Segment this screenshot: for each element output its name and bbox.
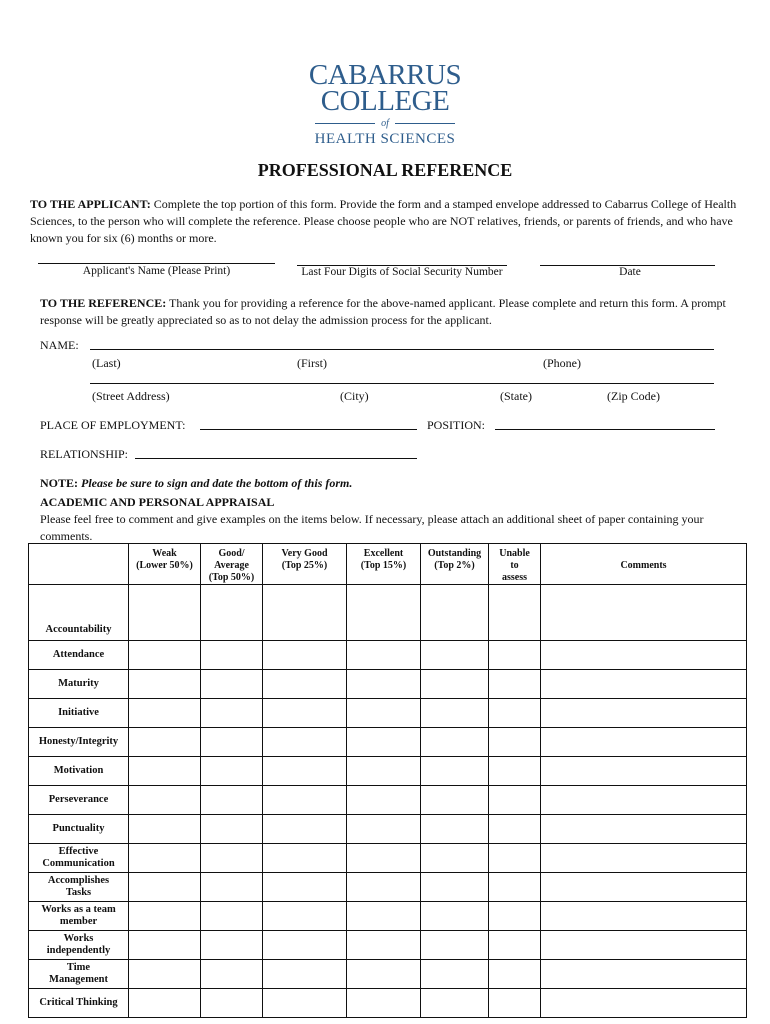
rating-cell[interactable]	[347, 902, 421, 931]
rating-cell[interactable]	[489, 757, 541, 786]
table-row	[29, 844, 747, 873]
rating-cell[interactable]	[421, 873, 489, 902]
rating-cell[interactable]	[489, 670, 541, 699]
column-header-line: to	[510, 560, 519, 571]
column-header	[347, 544, 421, 585]
logo-of: of	[381, 118, 389, 129]
row-label-line: Accomplishes	[47, 875, 110, 886]
ssn-label: Last Four Digits of Social Security Number	[301, 266, 503, 278]
rating-cell[interactable]	[129, 728, 201, 757]
rating-cell[interactable]	[421, 844, 489, 873]
rating-cell[interactable]	[347, 815, 421, 844]
row-label-line: Communication	[42, 858, 115, 869]
rating-cell[interactable]	[263, 844, 347, 873]
rating-cell[interactable]	[421, 585, 489, 641]
row-label-line: Management	[49, 974, 108, 985]
column-header-line: (Top 25%)	[281, 560, 328, 571]
rating-cell[interactable]	[263, 931, 347, 960]
employment-label: PLACE OF EMPLOYMENT:	[40, 418, 186, 432]
position-input-line[interactable]	[495, 428, 715, 430]
rating-cell[interactable]	[263, 641, 347, 670]
name-input-line[interactable]	[90, 348, 714, 350]
table-row	[29, 902, 747, 931]
column-header-line: Average	[214, 560, 249, 571]
row-label	[29, 844, 129, 873]
rating-cell[interactable]	[347, 757, 421, 786]
rating-cell[interactable]	[421, 931, 489, 960]
column-header-line: (Top 2%)	[434, 560, 475, 571]
column-header-line: (Lower 50%)	[136, 560, 193, 571]
rating-cell[interactable]	[201, 585, 263, 641]
table-row	[29, 757, 747, 786]
reference-lead: TO THE REFERENCE:	[40, 296, 167, 310]
rating-cell[interactable]	[129, 699, 201, 728]
rating-cell[interactable]	[347, 960, 421, 989]
rating-cell[interactable]	[421, 815, 489, 844]
rating-cell[interactable]	[263, 670, 347, 699]
address-input-line[interactable]	[90, 382, 714, 384]
rating-cell[interactable]	[129, 989, 201, 1018]
column-header-line: Weak	[152, 548, 177, 559]
rating-cell[interactable]	[263, 989, 347, 1018]
row-label	[29, 585, 129, 641]
phone-label: (Phone)	[543, 356, 581, 370]
rating-cell[interactable]	[201, 931, 263, 960]
rating-cell[interactable]	[347, 699, 421, 728]
rating-cell[interactable]	[263, 728, 347, 757]
comment-cell[interactable]	[541, 902, 747, 931]
table-header-row	[29, 544, 747, 585]
rating-cell[interactable]	[263, 873, 347, 902]
row-label-line: member	[59, 916, 98, 927]
comment-cell[interactable]	[541, 989, 747, 1018]
appraisal-heading: ACADEMIC AND PERSONAL APPRAISAL	[40, 495, 275, 509]
row-label	[29, 641, 129, 670]
logo-line-cabarrus: CABARRUS	[308, 59, 462, 91]
rating-cell[interactable]	[129, 902, 201, 931]
table-row	[29, 989, 747, 1018]
rating-cell[interactable]	[489, 989, 541, 1018]
column-header-line: assess	[501, 572, 527, 583]
applicant-text: Complete the top portion of this form. Provide the form and a stamped envelope addressed to Cabarrus College of Health Sciences, to the person who will complete the reference. Please choose people who are NOT relatives, friends, or parents of friends, and who have known you for six (6) months or more.	[30, 197, 737, 245]
page-title: PROFESSIONAL REFERENCE	[257, 160, 513, 180]
rating-cell[interactable]	[263, 585, 347, 641]
rating-cell[interactable]	[129, 585, 201, 641]
column-header-line: (Top 50%)	[208, 572, 255, 583]
rating-cell[interactable]	[129, 815, 201, 844]
rating-cell[interactable]	[489, 585, 541, 641]
column-header	[421, 544, 489, 585]
rating-cell[interactable]	[263, 699, 347, 728]
comment-cell[interactable]	[541, 844, 747, 873]
rating-cell[interactable]	[263, 960, 347, 989]
rating-cell[interactable]	[201, 902, 263, 931]
row-label	[29, 786, 129, 815]
rating-cell[interactable]	[201, 960, 263, 989]
row-label-line: Attendance	[52, 649, 105, 660]
rating-cell[interactable]	[489, 873, 541, 902]
comment-cell[interactable]	[541, 786, 747, 815]
position-label: POSITION:	[427, 418, 486, 432]
comment-cell[interactable]	[541, 670, 747, 699]
column-header-line: Excellent	[363, 548, 404, 559]
relationship-input-line[interactable]	[135, 457, 417, 459]
rating-cell[interactable]	[421, 670, 489, 699]
table-row	[29, 728, 747, 757]
rating-cell[interactable]	[201, 786, 263, 815]
rating-cell[interactable]	[201, 873, 263, 902]
rating-cell[interactable]	[489, 931, 541, 960]
column-header-line: Outstanding	[427, 548, 482, 559]
comment-cell[interactable]	[541, 815, 747, 844]
rating-cell[interactable]	[129, 931, 201, 960]
rating-cell[interactable]	[347, 786, 421, 815]
table-row	[29, 585, 747, 641]
logo-rule	[315, 123, 375, 124]
comment-cell[interactable]	[541, 585, 747, 641]
rating-cell[interactable]	[421, 641, 489, 670]
reference-instructions	[40, 295, 740, 329]
row-label-line: Accountability	[45, 624, 112, 635]
row-label	[29, 670, 129, 699]
rating-cell[interactable]	[129, 786, 201, 815]
row-label-line: Time	[66, 962, 91, 973]
rating-cell[interactable]	[347, 641, 421, 670]
rating-cell[interactable]	[347, 670, 421, 699]
row-label	[29, 931, 129, 960]
rating-cell[interactable]	[347, 989, 421, 1018]
table-row	[29, 699, 747, 728]
rating-cell[interactable]	[421, 757, 489, 786]
column-header	[541, 544, 747, 585]
table-row	[29, 931, 747, 960]
column-header-line: Good/	[218, 548, 245, 559]
rating-cell[interactable]	[347, 585, 421, 641]
row-label-line: Works	[63, 933, 94, 944]
rating-cell[interactable]	[421, 902, 489, 931]
row-label	[29, 757, 129, 786]
table-row	[29, 670, 747, 699]
rating-cell[interactable]	[347, 844, 421, 873]
rating-cell[interactable]	[129, 670, 201, 699]
applicant-name-line[interactable]	[38, 263, 275, 264]
table-row	[29, 960, 747, 989]
rating-cell[interactable]	[421, 989, 489, 1018]
first-label: (First)	[297, 356, 327, 370]
college-logo	[300, 59, 470, 148]
rating-cell[interactable]	[489, 699, 541, 728]
header-blank	[29, 544, 129, 585]
column-header-line: Unable	[499, 548, 530, 559]
last-label: (Last)	[92, 356, 121, 370]
rating-cell[interactable]	[129, 844, 201, 873]
applicant-name-label: Applicant's Name (Please Print)	[82, 265, 231, 277]
rating-cell[interactable]	[421, 960, 489, 989]
rating-cell[interactable]	[201, 844, 263, 873]
row-label-line: Initiative	[58, 707, 99, 718]
rating-cell[interactable]	[263, 757, 347, 786]
row-label-line: independently	[46, 945, 111, 956]
rating-cell[interactable]	[489, 641, 541, 670]
row-label-line: Maturity	[58, 678, 99, 689]
table-row	[29, 815, 747, 844]
note-lead: NOTE:	[40, 476, 79, 490]
row-label-line: Critical Thinking	[39, 997, 118, 1008]
rating-cell[interactable]	[263, 786, 347, 815]
street-label: (Street Address)	[92, 389, 170, 403]
rating-cell[interactable]	[201, 757, 263, 786]
row-label	[29, 699, 129, 728]
applicant-lead: TO THE APPLICANT:	[30, 197, 151, 211]
comment-cell[interactable]	[541, 757, 747, 786]
name-label: NAME:	[40, 338, 79, 352]
rating-cell[interactable]	[129, 873, 201, 902]
relationship-label: RELATIONSHIP:	[40, 447, 129, 461]
row-label-line: Effective	[58, 846, 99, 857]
rating-cell[interactable]	[421, 728, 489, 757]
rating-cell[interactable]	[201, 728, 263, 757]
column-header	[201, 544, 263, 585]
comment-cell[interactable]	[541, 931, 747, 960]
table-row	[29, 641, 747, 670]
row-label-line: Works as a team	[41, 904, 116, 915]
row-label-line: Tasks	[65, 887, 92, 898]
column-header-line: Comments	[620, 560, 667, 571]
rating-cell[interactable]	[201, 815, 263, 844]
reference-text: Thank you for providing a reference for the above-named applicant. Please complete and return this form. A prompt response will be greatly appreciated so as to not delay the admission process for the applicant.	[40, 296, 726, 327]
appraisal-instructions: Please feel free to comment and give examples on the items below. If necessary, please attach an additional sheet of paper containing your comments.	[40, 512, 704, 543]
rating-cell[interactable]	[129, 641, 201, 670]
comment-cell[interactable]	[541, 728, 747, 757]
comment-cell[interactable]	[541, 960, 747, 989]
row-label	[29, 873, 129, 902]
employment-input-line[interactable]	[200, 428, 417, 430]
comment-cell[interactable]	[541, 699, 747, 728]
row-label	[29, 902, 129, 931]
rating-cell[interactable]	[489, 844, 541, 873]
row-label-line: Punctuality	[52, 823, 105, 834]
rating-cell[interactable]	[421, 786, 489, 815]
column-header	[129, 544, 201, 585]
table-row	[29, 786, 747, 815]
logo-line-health-sciences: HEALTH SCIENCES	[314, 131, 456, 147]
rating-cell[interactable]	[489, 786, 541, 815]
rating-cell[interactable]	[489, 815, 541, 844]
rating-cell[interactable]	[347, 931, 421, 960]
row-label	[29, 728, 129, 757]
column-header	[489, 544, 541, 585]
row-label	[29, 960, 129, 989]
rating-cell[interactable]	[201, 699, 263, 728]
rating-cell[interactable]	[263, 902, 347, 931]
rating-cell[interactable]	[347, 873, 421, 902]
table-row	[29, 873, 747, 902]
rating-cell[interactable]	[263, 815, 347, 844]
city-label: (City)	[340, 389, 369, 403]
zip-label: (Zip Code)	[607, 389, 660, 403]
rating-cell[interactable]	[421, 699, 489, 728]
logo-of-row	[300, 118, 470, 129]
row-label-line: Honesty/Integrity	[38, 736, 119, 747]
rating-cell[interactable]	[201, 670, 263, 699]
logo-rule	[395, 123, 455, 124]
rating-cell[interactable]	[201, 641, 263, 670]
row-label-line: Motivation	[53, 765, 104, 776]
note	[40, 476, 352, 491]
row-label	[29, 815, 129, 844]
note-text: Please be sure to sign and date the bottom of this form.	[78, 476, 353, 490]
column-header-line: (Top 15%)	[360, 560, 407, 571]
logo-line-college: COLLEGE	[320, 85, 450, 117]
appraisal-table	[28, 543, 747, 1018]
rating-cell[interactable]	[489, 728, 541, 757]
rating-cell[interactable]	[129, 960, 201, 989]
rating-cell[interactable]	[489, 902, 541, 931]
row-label	[29, 989, 129, 1018]
rating-cell[interactable]	[489, 960, 541, 989]
applicant-instructions	[30, 196, 740, 247]
comment-cell[interactable]	[541, 641, 747, 670]
table-body	[29, 585, 747, 1018]
date-label: Date	[619, 266, 641, 278]
column-header-line: Very Good	[281, 548, 328, 559]
rating-cell[interactable]	[201, 989, 263, 1018]
state-label: (State)	[500, 389, 532, 403]
rating-cell[interactable]	[129, 757, 201, 786]
comment-cell[interactable]	[541, 873, 747, 902]
column-header	[263, 544, 347, 585]
rating-cell[interactable]	[347, 728, 421, 757]
row-label-line: Perseverance	[48, 794, 109, 805]
